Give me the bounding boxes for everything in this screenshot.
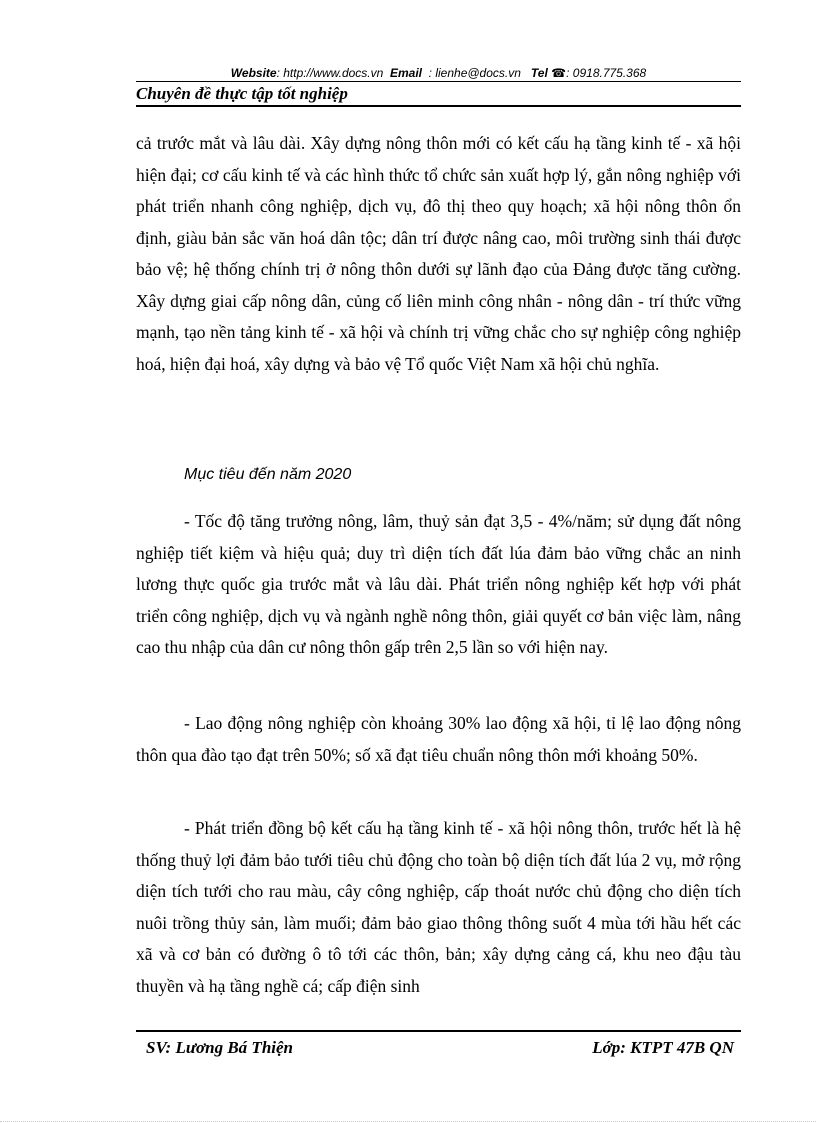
website-url[interactable]: : http://www.docs.vn: [276, 66, 384, 80]
paragraph-text: - Lao động nông nghiệp còn khoảng 30% lao động xã hội, tỉ lệ lao động nông thôn qua đào tạo đạt trên 50%; số xã đạt tiêu chuẩn nông thôn mới khoảng 50%.: [136, 713, 741, 765]
tel-label: Tel: [530, 66, 548, 80]
website-header-line: [136, 66, 741, 80]
footer-divider: [136, 1030, 741, 1032]
header-divider-thick: [136, 105, 741, 107]
phone-number: : 0918.775.368: [566, 66, 647, 80]
website-label: Website: [230, 66, 277, 80]
body-paragraph-2: [136, 506, 741, 664]
page-bottom-border: [0, 1121, 816, 1122]
paragraph-text: - Phát triển đồng bộ kết cấu hạ tầng kinh tế - xã hội nông thôn, trước hết là hệ thống thuỷ lợi đảm bảo tưới tiêu chủ động cho toàn bộ diện tích đất lúa 2 vụ, mở rộng diện tích tưới cho rau màu, cây công nghiệp, cấp thoát nước chủ động cho diện tích nuôi trồng thủy sản, làm muối; đảm bảo giao thông thông suốt 4 mùa tới hầu hết các xã và cơ bản có đường ô tô tới các thôn, bản; xây dựng cảng cá, khu neo đậu tàu thuyền và hạ tầng nghề cá; cấp điện sinh: [136, 818, 741, 996]
footer-student-name: SV: Lương Bá Thiện: [146, 1038, 293, 1057]
body-paragraph-4: [136, 813, 741, 1002]
paragraph-text: - Tốc độ tăng trưởng nông, lâm, thuỷ sản đạt 3,5 - 4%/năm; sử dụng đất nông nghiệp tiết kiệm và hiệu quả; duy trì diện tích đất lúa đảm bảo vững chắc an ninh lương thực quốc gia trước mắt và lâu dài. Phát triển nông nghiệp kết hợp với phát triển công nghiệp, dịch vụ và ngành nghề nông thôn, giải quyết cơ bản việc làm, nâng cao thu nhập của dân cư nông thôn gấp trên 2,5 lần so với hiện nay.: [136, 511, 741, 657]
paragraph-text: cả trước mắt và lâu dài. Xây dựng nông thôn mới có kết cấu hạ tầng kinh tế - xã hội hiện đại; cơ cấu kinh tế và các hình thức tổ chức sản xuất hợp lý, gắn nông nghiệp với phát triển nhanh công nghiệp, dịch vụ, đô thị theo quy hoạch; xã hội nông thôn ổn định, giàu bản sắc văn hoá dân tộc; dân trí được nâng cao, môi trường sinh thái được bảo vệ; hệ thống chính trị ở nông thôn dưới sự lãnh đạo của Đảng được tăng cường. Xây dựng giai cấp nông dân, củng cố liên minh công nhân - nông dân - trí thức vững mạnh, tạo nền tảng kinh tế - xã hội và chính trị vững chắc cho sự nghiệp công nghiệp hoá, hiện đại hoá, xây dựng và bảo vệ Tổ quốc Việt Nam xã hội chủ nghĩa.: [136, 133, 741, 374]
document-title: Chuyên đề thực tập tốt nghiệp: [136, 84, 348, 103]
footer-class-name: Lớp: KTPT 47B QN: [592, 1038, 734, 1057]
phone-icon: ☎: [551, 66, 567, 80]
email-address[interactable]: : lienhe@docs.vn: [428, 66, 521, 80]
body-paragraph-3: [136, 708, 741, 771]
email-label: Email: [389, 66, 422, 80]
header-divider-thin: [136, 81, 741, 82]
body-paragraph-1: [136, 128, 741, 380]
section-subheading: Mục tiêu đến năm 2020: [184, 466, 352, 483]
